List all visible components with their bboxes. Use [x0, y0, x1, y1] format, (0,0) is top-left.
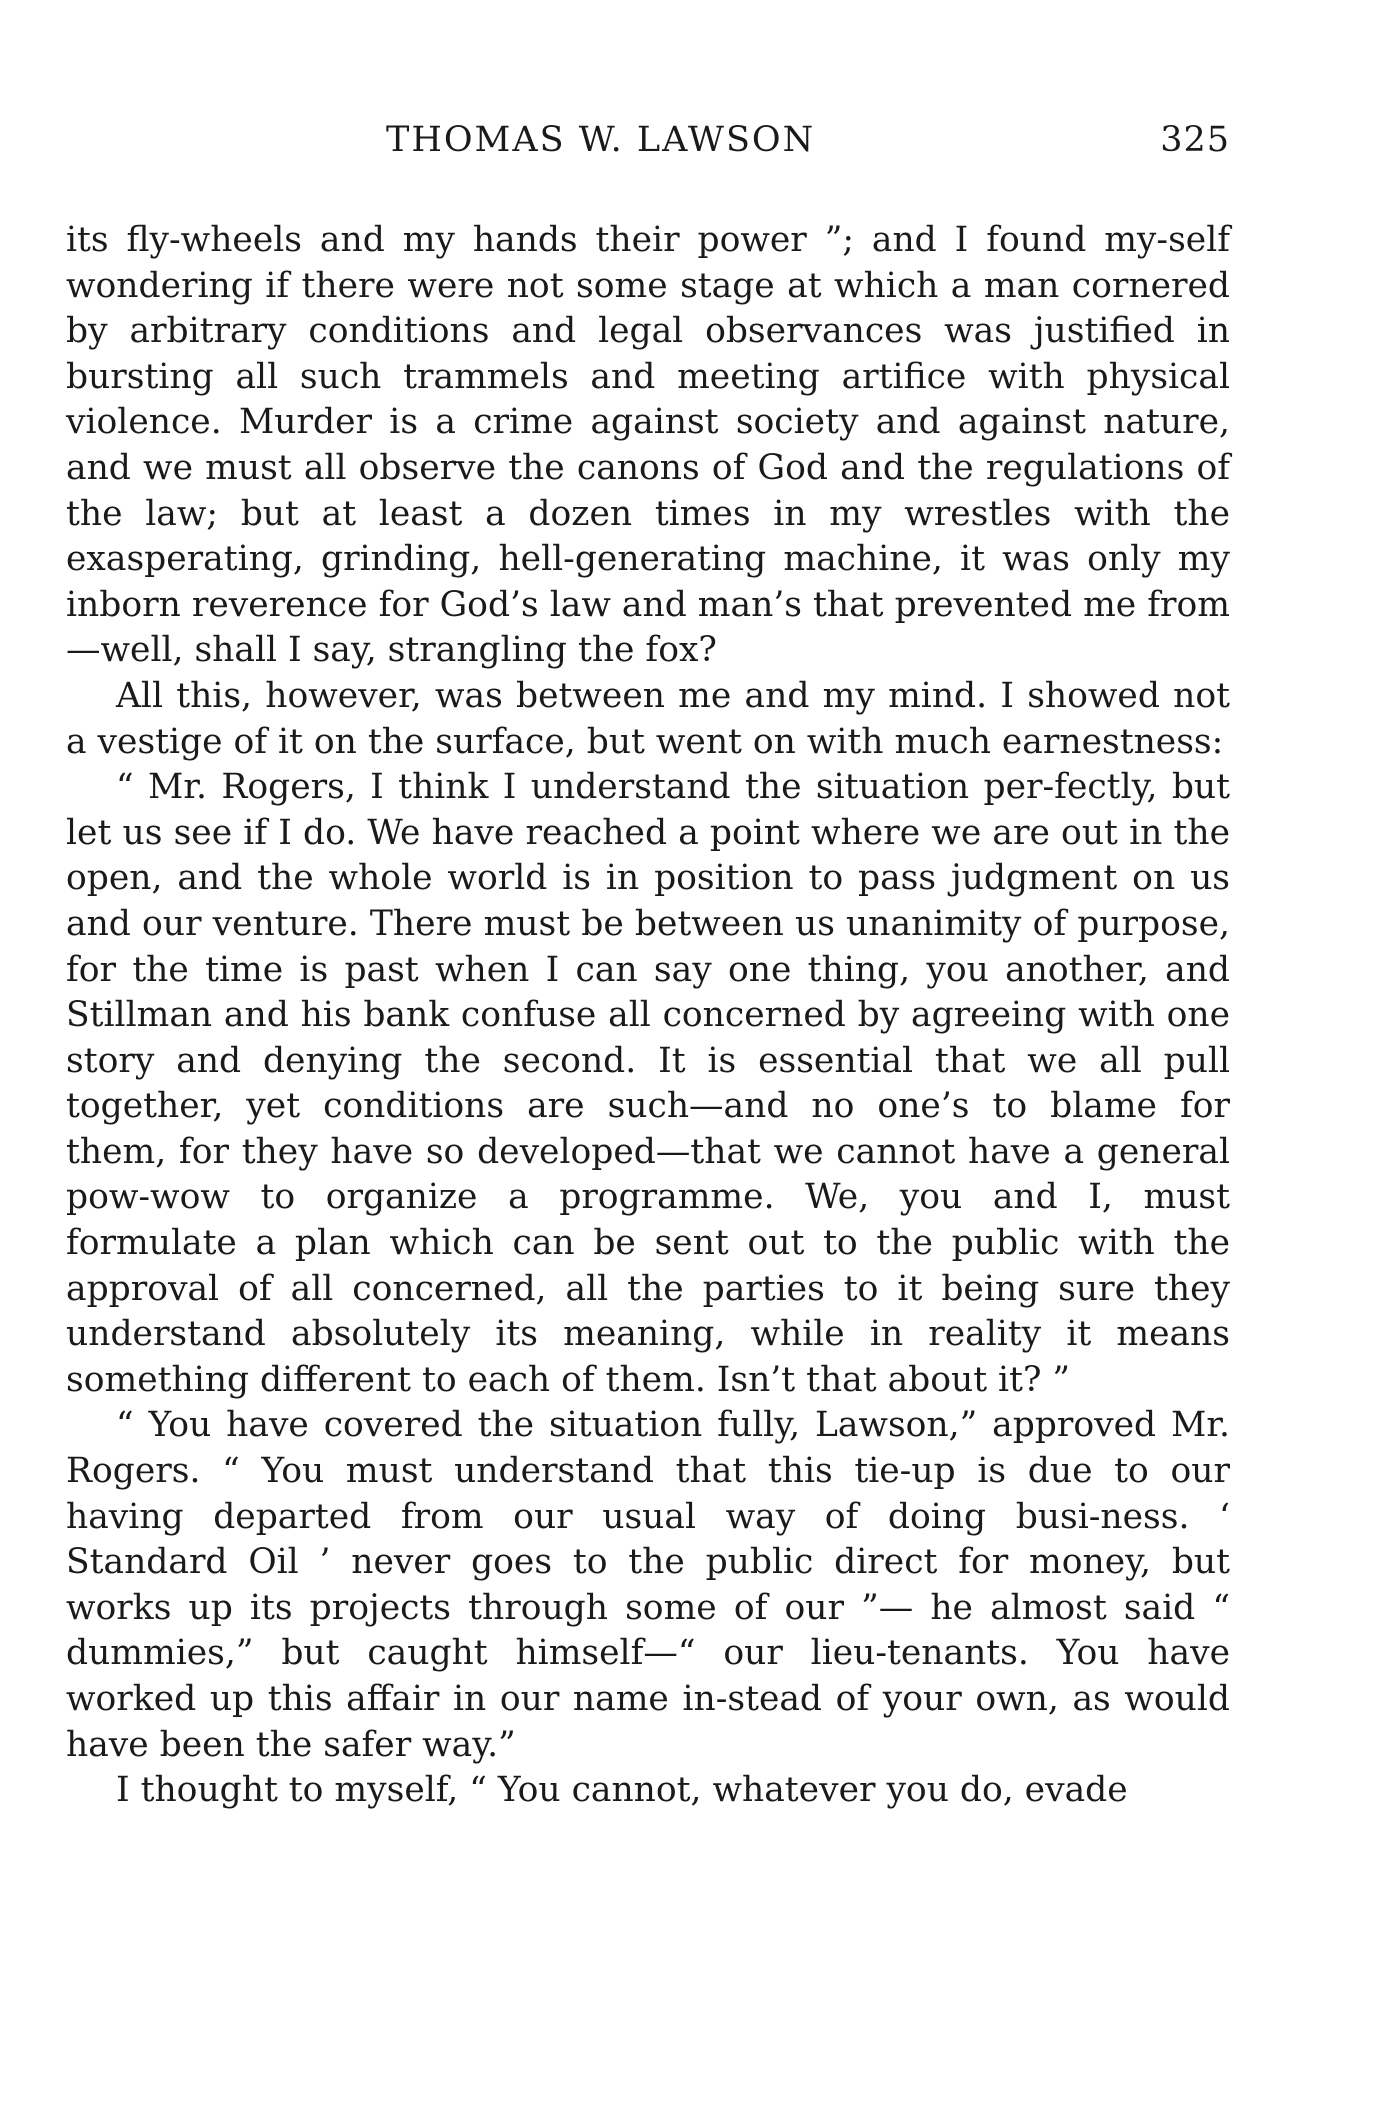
running-head [66, 120, 1230, 170]
paragraph-4: “ You have covered the situation fully, Lawson,” approved Mr. Rogers. “ You must understand that this tie-up is due to our having departed from our usual way of doing busi-ness. ‘ Standard Oil ’ never goes to the public direct for money, but works up its projects through some of our ”— he almost said “ dummies,” but caught himself—“ our lieu-tenants. You have worked up this affair in our name in-stead of your own, as would have been the safer way.” [66, 1405, 1230, 1765]
paragraph-1: its fly-wheels and my hands their power ”; and I found my-self wondering if there were not some stage at which a man cornered by arbitrary conditions and legal observances was justified in bursting all such trammels and meeting artifice with physical violence. Murder is a crime against society and against nature, and we must all observe the canons of God and the regulations of the law; but at least a dozen times in my wrestles with the exasperating, grinding, hell-generating machine, it was only my inborn reverence for God’s law and man’s that prevented me from—well, shall I say, strangling the fox? [66, 220, 1230, 671]
page-number: 325 [1160, 120, 1230, 160]
paragraph-5: I thought to myself, “ You cannot, whatever you do, evade [116, 1770, 1128, 1811]
running-title: THOMAS W. LAWSON [386, 120, 816, 160]
body-text [66, 218, 1230, 1814]
paragraph-2: All this, however, was between me and my mind. I showed not a vestige of it on the surface, but went on with much earnestness: [66, 675, 1230, 762]
paragraph-3: “ Mr. Rogers, I think I understand the situation per-fectly, but let us see if I do. We have reached a point where we are out in the open, and the whole world is in position to pass judgment on us and our venture. There must be between us unanimity of purpose, for the time is past when I can say one thing, you another, and Stillman and his bank confuse all concerned by agreeing with one story and denying the second. It is essential that we all pull together, yet conditions are such—and no one’s to blame for them, for they have so developed—that we cannot have a general pow-wow to organize a programme. We, you and I, must formulate a plan which can be sent out to the public with the approval of all concerned, all the parties to it being sure they understand absolutely its meaning, while in reality it means something different to each of them. Isn’t that about it? ” [66, 767, 1230, 1400]
